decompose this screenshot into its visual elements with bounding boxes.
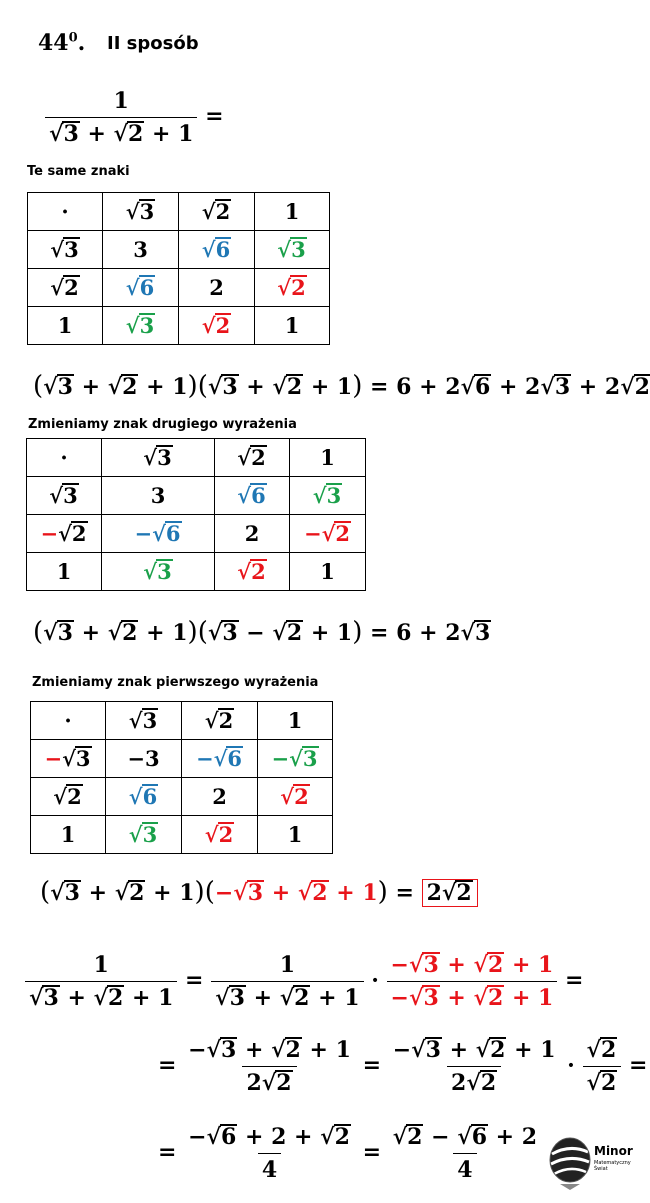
table-cell: 1 — [258, 816, 333, 854]
page-title: II sposób — [107, 33, 199, 54]
intro-numerator: 1 — [113, 88, 129, 114]
globe-icon — [546, 1134, 594, 1190]
table-cell: √3 — [103, 193, 179, 231]
section2-equation: (√3 + √2 + 1)(√3 − √2 + 1) = 6 + 2√3 — [33, 617, 491, 647]
table-cell: √6 — [179, 231, 255, 269]
table-cell: −√6 — [182, 740, 258, 778]
table-cell: · — [27, 439, 102, 477]
table-cell: √2 — [179, 193, 255, 231]
logo-tagline: Matematyczny Świat — [594, 1160, 631, 1172]
table-cell: √3 — [102, 553, 215, 591]
section3-equation: (√3 + √2 + 1)(−√3 + √2 + 1) = 2√2 — [40, 877, 478, 907]
table-cell: √6 — [103, 269, 179, 307]
table-cell: √3 — [28, 231, 103, 269]
problem-number-sup: 0 — [68, 30, 78, 46]
final-line-1: $\frac{1}{√3 + √2 + 1}$ = $\frac{1}{√3 + √2 + 1}$ · $\frac{-√3 + √2 + 1}{-√3 + √2 + 1}$ = — [25, 952, 583, 1011]
problem-number-dot: . — [77, 30, 86, 56]
intro-equals: = — [205, 103, 224, 130]
table-cell: −√3 — [31, 740, 106, 778]
final-line-3: = $\frac{-√6 + 2 + √2}{4}$ = $\frac{√2 - √6 + 2}{4}$ — [158, 1124, 538, 1183]
table-cell: √2 — [182, 702, 258, 740]
table-cell: · — [31, 702, 106, 740]
section1-label: Te same znaki — [27, 164, 130, 179]
table-cell: 3 — [103, 231, 179, 269]
intro-denominator: √3 + √2 + 1 — [45, 117, 197, 147]
table-cell: √3 — [290, 477, 366, 515]
section2-label: Zmieniamy znak drugiego wyrażenia — [28, 417, 297, 432]
section1-table — [27, 192, 330, 345]
logo-name: Minor — [594, 1144, 633, 1158]
final-line-2: = $\frac{-√3 + √2 + 1}{2√2}$ = $\frac{-√3 + √2 + 1}{2√2}$ · $\frac{√2}{√2}$ = — [158, 1037, 648, 1096]
minor-logo — [546, 1134, 646, 1194]
table-cell: √3 — [27, 477, 102, 515]
table-cell: √2 — [215, 553, 290, 591]
table-cell: √6 — [106, 778, 182, 816]
table-cell: √3 — [106, 702, 182, 740]
table-cell: −3 — [106, 740, 182, 778]
table-cell: √2 — [215, 439, 290, 477]
table-cell: √2 — [182, 816, 258, 854]
result-box: 2√2 — [422, 879, 478, 907]
table-cell: 1 — [31, 816, 106, 854]
table-cell: 1 — [27, 553, 102, 591]
table-cell: −√2 — [27, 515, 102, 553]
section2-table — [26, 438, 366, 591]
problem-number-value: 44 — [38, 30, 69, 56]
table-cell: −√6 — [102, 515, 215, 553]
intro-fraction — [45, 88, 224, 147]
table-cell: √3 — [102, 439, 215, 477]
table-cell: √2 — [255, 269, 330, 307]
section1-equation: (√3 + √2 + 1)(√3 + √2 + 1) = 6 + 2√6 + 2√3 + 2√2 — [33, 371, 650, 401]
table-cell: 1 — [290, 439, 366, 477]
table-cell: 2 — [215, 515, 290, 553]
table-cell: √2 — [28, 269, 103, 307]
table-cell: 2 — [179, 269, 255, 307]
table-cell: 1 — [258, 702, 333, 740]
section3-table — [30, 701, 333, 854]
table-cell: 1 — [255, 307, 330, 345]
table-cell: √3 — [106, 816, 182, 854]
table-cell: 3 — [102, 477, 215, 515]
table-cell: 1 — [290, 553, 366, 591]
table-cell: √6 — [215, 477, 290, 515]
table-cell: 1 — [255, 193, 330, 231]
table-cell: −√2 — [290, 515, 366, 553]
table-cell: · — [28, 193, 103, 231]
table-cell: √2 — [258, 778, 333, 816]
table-cell: √3 — [255, 231, 330, 269]
section3-label: Zmieniamy znak pierwszego wyrażenia — [32, 675, 319, 690]
table-cell: √2 — [31, 778, 106, 816]
problem-number — [38, 30, 85, 56]
table-cell: 2 — [182, 778, 258, 816]
table-cell: 1 — [28, 307, 103, 345]
table-cell: √2 — [179, 307, 255, 345]
table-cell: −√3 — [258, 740, 333, 778]
table-cell: √3 — [103, 307, 179, 345]
